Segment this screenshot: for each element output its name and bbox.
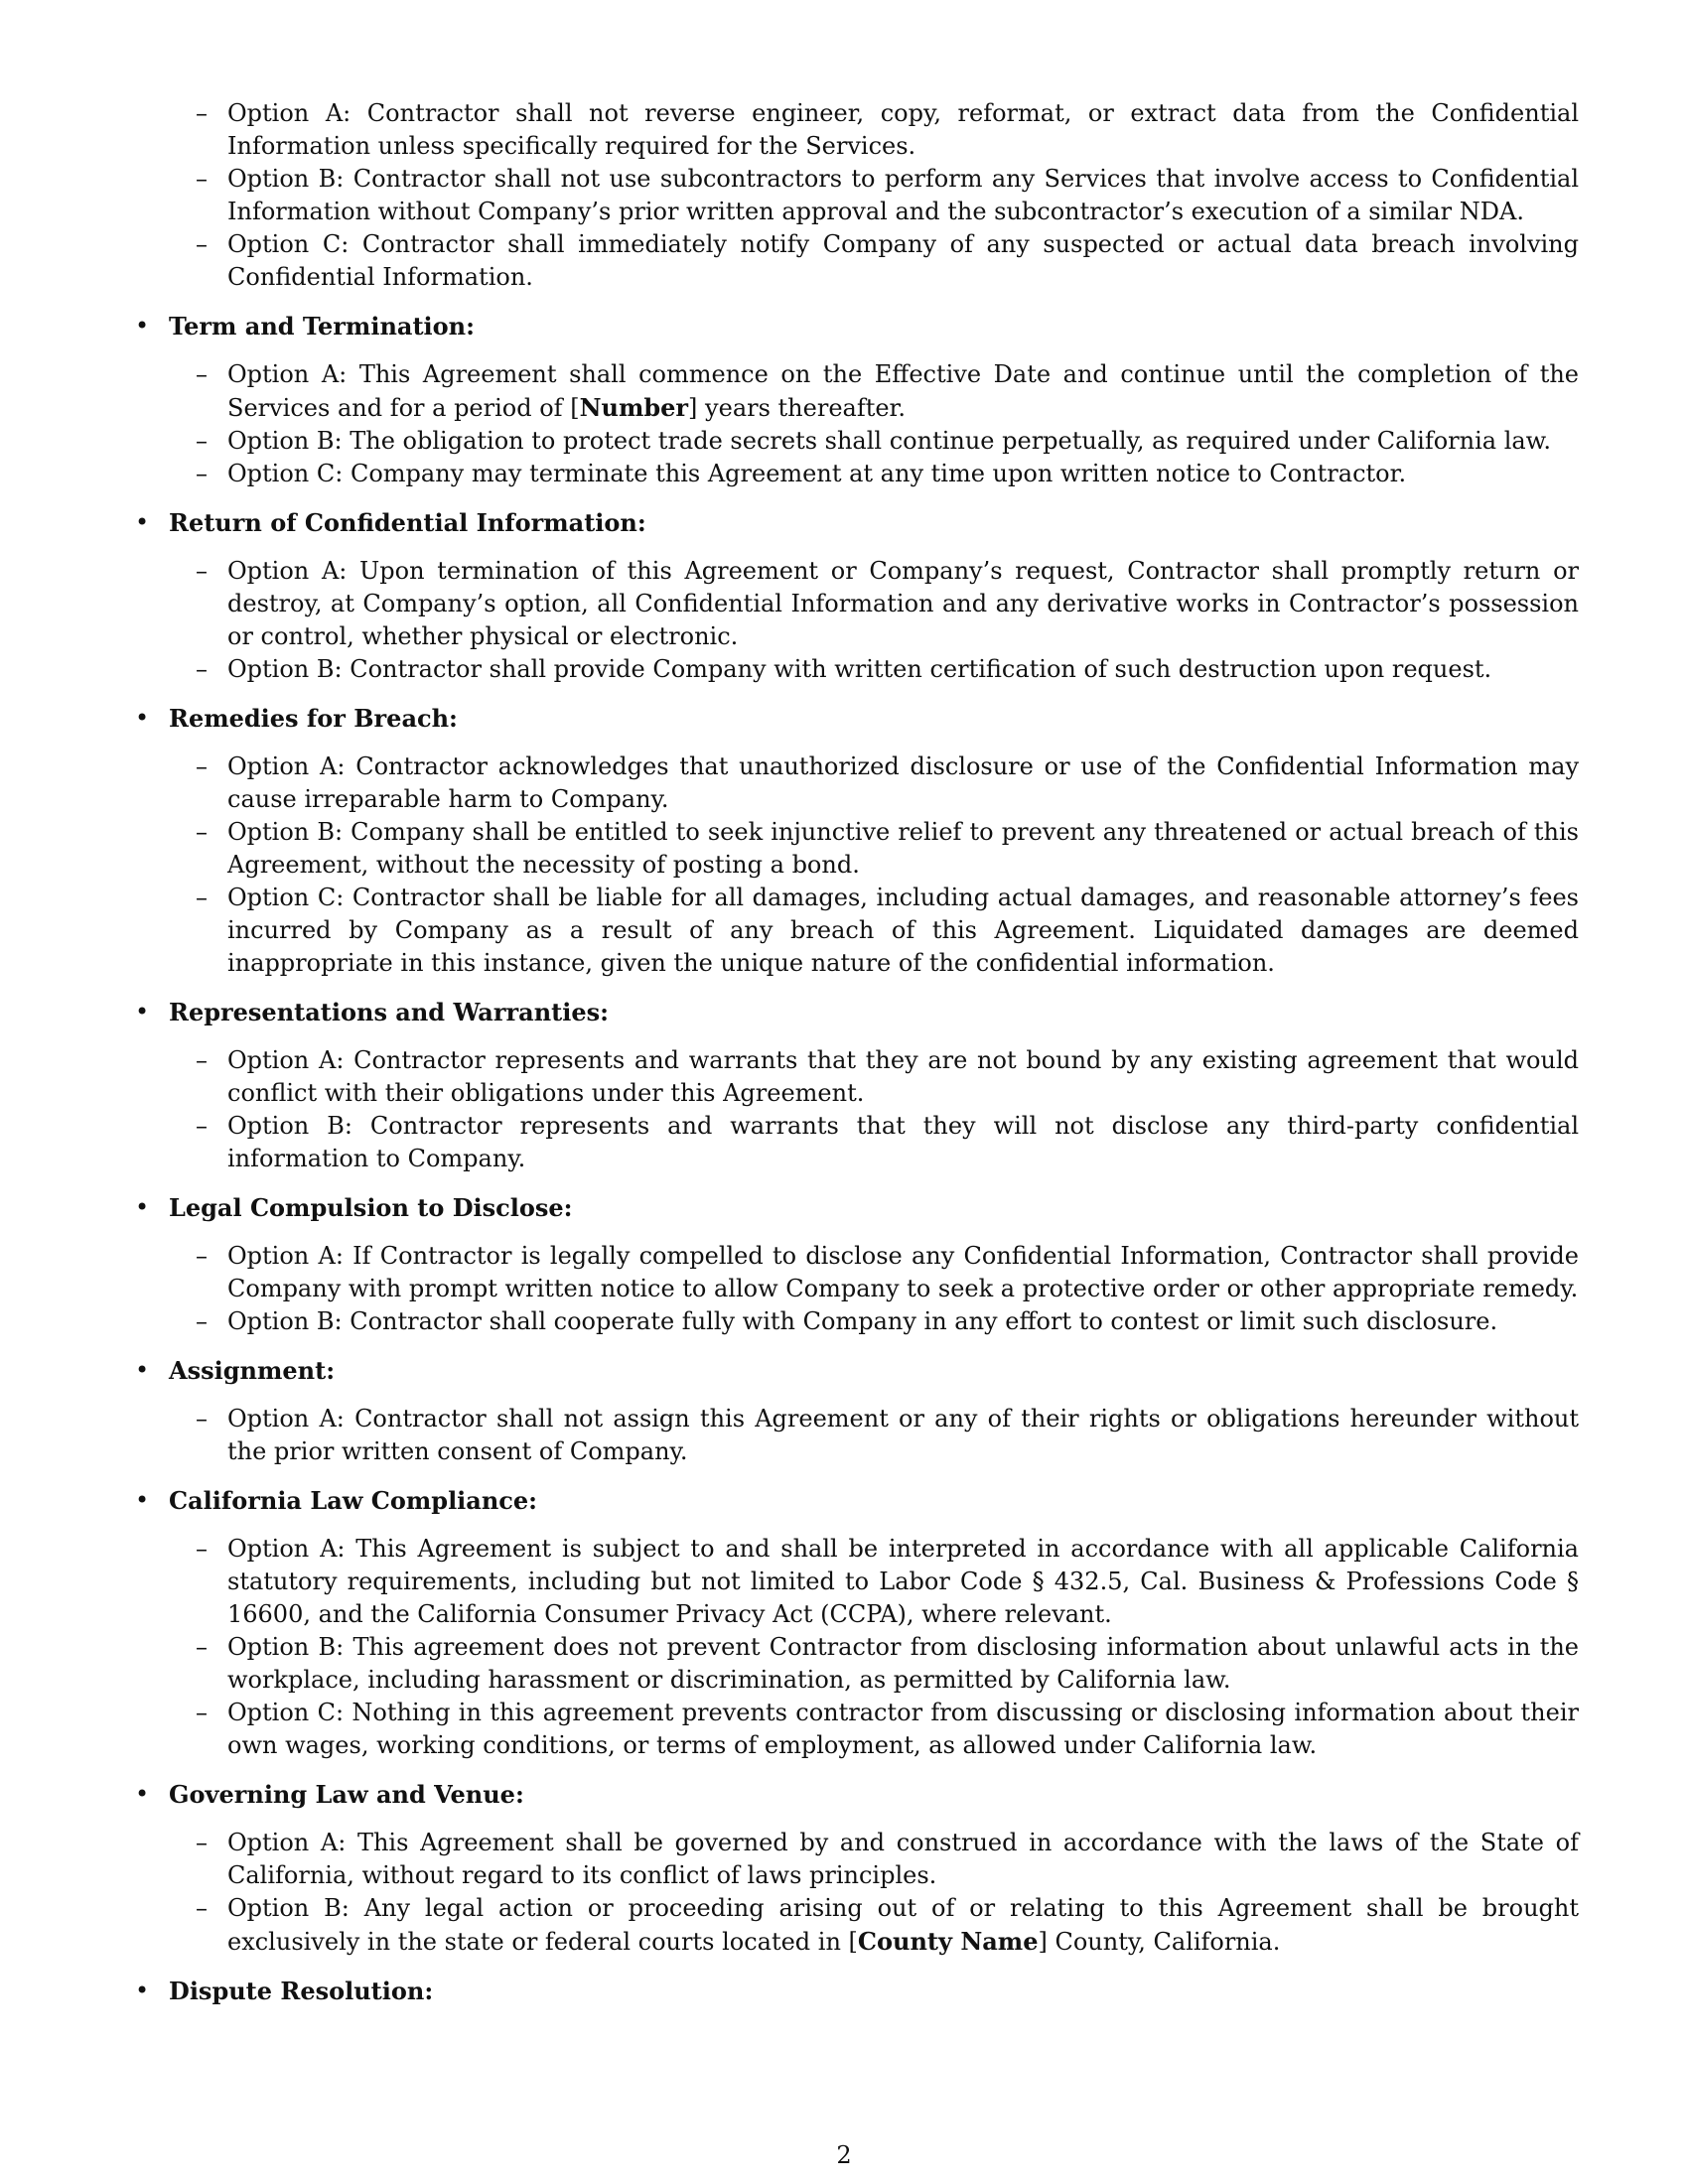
section-governing-law-and-venue	[135, 1778, 1579, 1959]
option-list	[135, 1044, 1579, 1175]
page-number: 2	[836, 2141, 852, 2169]
placeholder-field: Number	[579, 393, 689, 422]
section-heading: • Assignment:	[135, 1354, 1579, 1387]
list-item: – Option B: Contractor shall provide Company with written certification of such destruction upon request.	[227, 653, 1579, 686]
section-term-and-termination	[135, 310, 1579, 490]
list-item: – Option C: Contractor shall immediately notify Company of any suspected or actual data breach involving Confidential Information.	[227, 228, 1579, 294]
section-heading: • Legal Compulsion to Disclose:	[135, 1191, 1579, 1224]
option-list	[135, 1827, 1579, 1959]
document-body	[135, 97, 1579, 2023]
list-item: – Option C: Nothing in this agreement prevents contractor from discussing or disclosing information about their own wages, working conditions, or terms of employment, as allowed under California law.	[227, 1697, 1579, 1762]
list-item: – Option C: Contractor shall be liable for all damages, including actual damages, and reasonable attorney’s fees incurred by Company as a result of any breach of this Agreement. Liquidated damages are deemed inappropriate in this instance, given the unique nature of the confidential information.	[227, 882, 1579, 980]
option-list	[135, 555, 1579, 686]
section-return-of-confidential-information	[135, 506, 1579, 686]
section-heading: • Dispute Resolution:	[135, 1975, 1579, 2007]
section-heading: • Remedies for Breach:	[135, 702, 1579, 735]
list-item: – Option B: Company shall be entitled to seek injunctive relief to prevent any threatened or actual breach of this Agreement, without the necessity of posting a bond.	[227, 816, 1579, 882]
list-item: – Option B: Contractor shall cooperate fully with Company in any effort to contest or limit such disclosure.	[227, 1305, 1579, 1338]
option-list	[135, 1240, 1579, 1338]
section-legal-compulsion-to-disclose	[135, 1191, 1579, 1338]
list-item: – Option A: Contractor represents and warrants that they are not bound by any existing agreement that would conflict with their obligations under this Agreement.	[227, 1044, 1579, 1110]
list-item: – Option A: If Contractor is legally compelled to disclose any Confidential Information, Contractor shall provide Company with prompt written notice to allow Company to seek a protective order or other appropriate remedy.	[227, 1240, 1579, 1305]
list-item: – Option A: This Agreement shall be governed by and construed in accordance with the laws of the State of California, without regard to its conflict of laws principles.	[227, 1827, 1579, 1892]
section-heading: • Governing Law and Venue:	[135, 1778, 1579, 1811]
section-heading: • Term and Termination:	[135, 310, 1579, 342]
list-item: – Option A: Contractor shall not assign this Agreement or any of their rights or obligations hereunder without the prior written consent of Company.	[227, 1403, 1579, 1468]
list-item: – Option A: Contractor shall not reverse engineer, copy, reformat, or extract data from the Confidential Information unless specifically required for the Services.	[227, 97, 1579, 163]
section-heading: • Return of Confidential Information:	[135, 506, 1579, 539]
section-remedies-for-breach	[135, 702, 1579, 980]
list-item: – Option A: Contractor acknowledges that unauthorized disclosure or use of the Confidential Information may cause irreparable harm to Company.	[227, 751, 1579, 816]
list-item: – Option B: The obligation to protect trade secrets shall continue perpetually, as required under California law.	[227, 425, 1579, 458]
list-item: – Option B: Contractor represents and warrants that they will not disclose any third-party confidential information to Company.	[227, 1110, 1579, 1175]
list-item: – Option A: This Agreement shall commence on the Effective Date and continue until the completion of the Services and for a period of [Number] years thereafter.	[227, 358, 1579, 425]
list-item: – Option B: This agreement does not prevent Contractor from disclosing information about unlawful acts in the workplace, including harassment or discrimination, as permitted by California law.	[227, 1631, 1579, 1697]
section-california-law-compliance	[135, 1484, 1579, 1762]
option-list	[135, 358, 1579, 490]
list-item: – Option C: Company may terminate this Agreement at any time upon written notice to Contractor.	[227, 458, 1579, 490]
option-list	[135, 1533, 1579, 1762]
section-heading: • Representations and Warranties:	[135, 996, 1579, 1028]
placeholder-field: County Name	[857, 1927, 1039, 1956]
list-item: – Option A: Upon termination of this Agreement or Company’s request, Contractor shall promptly return or destroy, at Company’s option, all Confidential Information and any derivative works in Contractor’s possession or control, whether physical or electronic.	[227, 555, 1579, 653]
section-dispute-resolution	[135, 1975, 1579, 2007]
section-heading: • California Law Compliance:	[135, 1484, 1579, 1517]
list-item: – Option B: Any legal action or proceeding arising out of or relating to this Agreement shall be brought exclusively in the state or federal courts located in [County Name] County, California.	[227, 1892, 1579, 1959]
section-representations-and-warranties	[135, 996, 1579, 1175]
section-assignment	[135, 1354, 1579, 1468]
list-item: – Option A: This Agreement is subject to and shall be interpreted in accordance with all applicable California statutory requirements, including but not limited to Labor Code § 432.5, Cal. Business & Professions Code § 16600, and the California Consumer Privacy Act (CCPA), where relevant.	[227, 1533, 1579, 1631]
option-list	[135, 1403, 1579, 1468]
list-item: – Option B: Contractor shall not use subcontractors to perform any Services that involve access to Confidential Information without Company’s prior written approval and the subcontractor’s execution of a similar NDA.	[227, 163, 1579, 228]
confidentiality-options-list	[135, 97, 1579, 294]
option-list	[135, 751, 1579, 980]
